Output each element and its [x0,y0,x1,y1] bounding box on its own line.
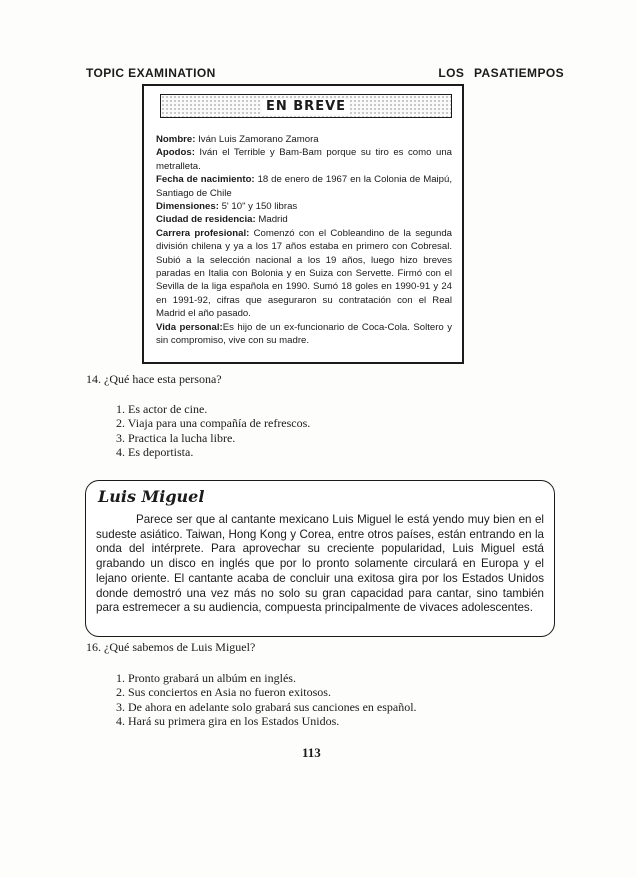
luis-miguel-title: Luis Miguel [98,487,205,506]
field-vida [156,321,452,348]
option[interactable]: 3. De ahora en adelante solo grabará sus canciones en español. [116,699,417,714]
field-nombre [156,133,452,146]
field-value: 18 de enero de 1967 en la Colonia de Maipú, Santiago de Chile [156,174,453,199]
field-label: Ciudad de residencia: [156,214,256,226]
field-carrera [156,227,452,321]
question-14-options [116,402,310,460]
field-label: Dimensiones: [156,201,219,213]
field-value: Iván el Terrible y Bam-Bam porque su tiro es como una metralleta. [156,147,452,172]
option[interactable]: 4. Hará su primera gira en los Estados Unidos. [116,714,340,729]
question-16: 16. ¿Qué sabemos de Luis Miguel? [86,640,256,654]
field-apodos [156,146,452,173]
header-right: LOS PASATIEMPOS [438,66,564,80]
header-left: TOPIC EXAMINATION [86,66,216,80]
option[interactable]: 3. Practica la lucha libre. [116,430,236,445]
field-label: Nombre: [156,134,196,145]
field-value: Madrid [255,214,288,226]
field-value: Iván Luis Zamorano Zamora [195,134,319,145]
en-breve-title: EN BREVE [262,99,350,114]
field-fecha [156,173,452,200]
field-label: Vida personal: [156,321,223,333]
field-value: Comenzó con el Cobleandino de la segunda división chilena y ya a los 17 años estaba en primero con Cobresal. Subió a la selección nacional a los 19 años, luego hizo breves paradas en Italia con Bolonia y en Suiza con Servette. Firmó con el Sevilla de la liga española en 1990. Sumó 18 goles en 1990-91 y 24 en 1991-92, cifras que aseguraron su contratación con el Real Madrid el año pasado. [156,227,453,320]
field-label: Apodos: [156,147,195,159]
question-16-options [116,671,417,729]
option[interactable]: 1. Pronto grabará un albúm en inglés. [116,671,296,685]
option[interactable]: 4. Es deportista. [116,445,194,460]
field-label: Fecha de nacimiento: [156,174,255,186]
en-breve-title-bar [160,94,452,118]
en-breve-body [156,133,452,348]
field-ciudad [156,213,452,226]
option[interactable]: 2. Viaja para una compañía de refrescos. [116,416,311,431]
field-dimensiones [156,200,452,213]
page-header [86,66,564,82]
field-value: 5' 10" y 150 libras [218,201,298,213]
field-label: Carrera profesional: [156,227,250,239]
luis-miguel-box [85,480,555,637]
en-breve-box [142,84,464,364]
option[interactable]: 2. Sus conciertos en Asia no fueron exitosos. [116,685,331,700]
luis-miguel-body: Parece ser que al cantante mexicano Luis Miguel le está yendo muy bien en el sudeste asiático. Taiwan, Hong Kong y Corea, entre otros países, están entrando en la onda del intérprete. Para aprovechar su creciente popularidad, Luis Miguel está grabando un disco en inglés que por lo pronto solamente circulará en Europa y el lejano oriente. El cantante acaba de concluir una exitosa gira por los Estados Unidos donde demostró una vez más no solo su gran capacidad para cantar, sino también para estremecer a su audiencia, compuesta principalmente de vivaces adolescentes. [96,513,544,615]
option[interactable]: 1. Es actor de cine. [116,402,208,416]
field-value: Es hijo de un ex-funcionario de Coca-Cola. Soltero y sin compromiso, vive con su madre. [156,321,452,347]
question-14: 14. ¿Qué hace esta persona? [86,372,222,386]
page-number: 113 [302,745,321,760]
